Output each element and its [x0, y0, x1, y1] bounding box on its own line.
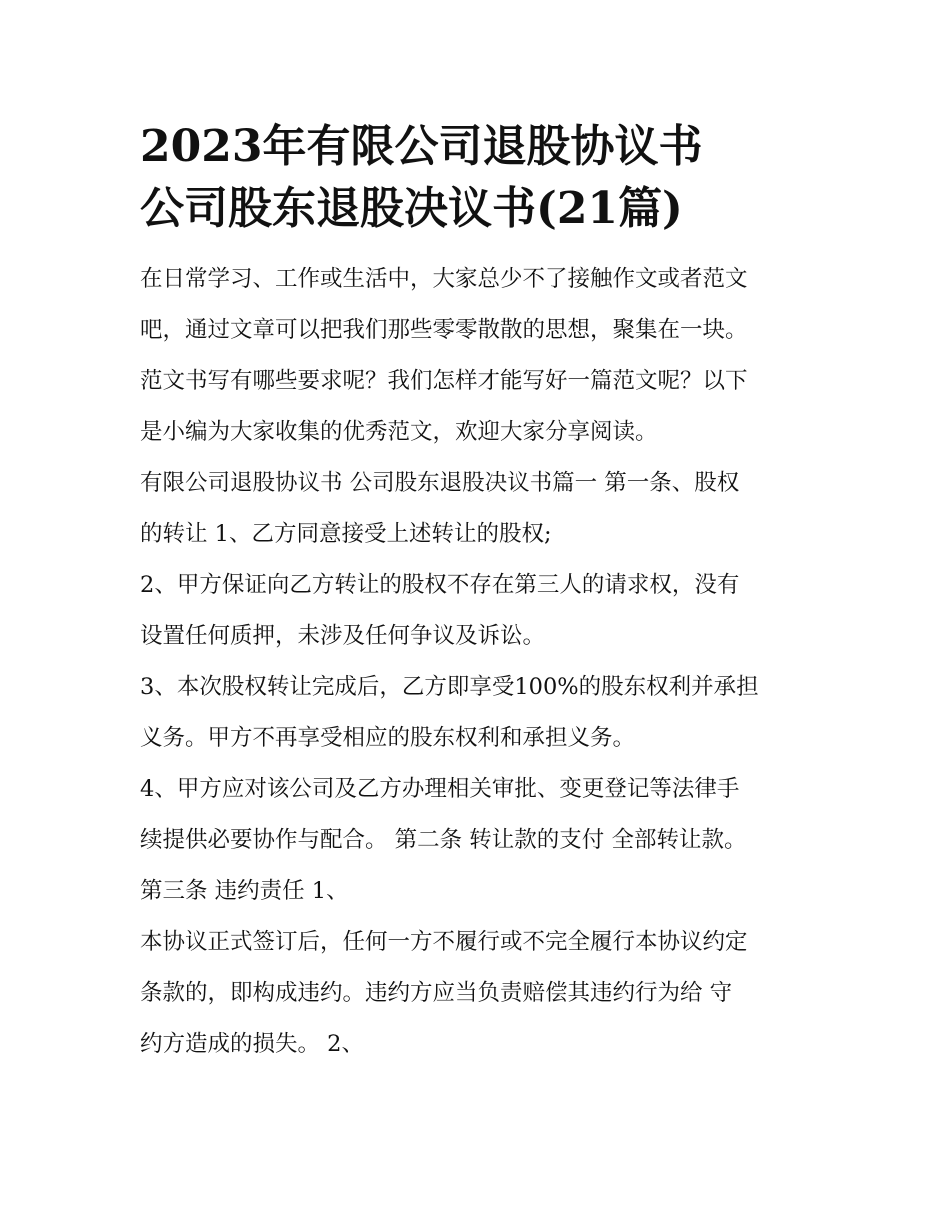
paragraph-line: 吧，通过文章可以把我们那些零零散散的思想，聚集在一块。 — [140, 317, 748, 343]
title-line-2 — [140, 178, 820, 240]
paragraph-line: 本协议正式签订后，任何一方不履行或不完全履行本协议约定 — [140, 929, 748, 955]
paragraph-line: 条款的，即构成违约。违约方应当负责赔偿其违约行为给 守 — [140, 980, 733, 1006]
title-line-1 — [140, 116, 820, 178]
paragraph-line: 范文书写有哪些要求呢？我们怎样才能写好一篇范文呢？以下 — [140, 368, 748, 394]
paragraph-line: 续提供必要协作与配合。 第二条 转让款的支付 全部转让款。 — [140, 827, 747, 853]
paragraph-line: 有限公司退股协议书 公司股东退股决议书篇一 第一条、股权 — [140, 470, 740, 496]
paragraph-line: 第三条 违约责任 1、 — [140, 878, 349, 904]
document-page — [140, 116, 820, 1070]
title-line-1-text: 年有限公司退股协议书 — [262, 121, 703, 172]
paragraph-line: 设置任何质押，未涉及任何争议及诉讼。 — [140, 623, 546, 649]
paragraph-line: 2、甲方保证向乙方转让的股权不存在第三人的请求权，没有 — [140, 572, 740, 598]
paragraph-line: 在日常学习、工作或生活中，大家总少不了接触作文或者范文 — [140, 266, 748, 292]
title-line-2-tail: 篇) — [618, 183, 683, 234]
paragraph-breach — [140, 917, 820, 1070]
paragraph-clause-4 — [140, 764, 820, 917]
title-count: (21 — [536, 183, 619, 234]
paragraph-line: 约方造成的损失。 2、 — [140, 1031, 364, 1057]
paragraph-line: 是小编为大家收集的优秀范文，欢迎大家分享阅读。 — [140, 419, 658, 445]
paragraph-line: 义务。甲方不再享受相应的股东权利和承担义务。 — [140, 725, 636, 751]
paragraph-line: 3、本次股权转让完成后，乙方即享受100%的股东权利并承担 — [140, 674, 759, 700]
paragraph-intro — [140, 254, 820, 458]
document-title — [140, 116, 820, 240]
paragraph-clause-3 — [140, 662, 820, 764]
title-year: 2023 — [140, 121, 263, 172]
paragraph-clause-2 — [140, 560, 820, 662]
paragraph-line: 4、甲方应对该公司及乙方办理相关审批、变更登记等法律手 — [140, 776, 740, 802]
paragraph-article-1 — [140, 458, 820, 560]
paragraph-line: 的转让 1、乙方同意接受上述转让的股权; — [140, 521, 552, 547]
title-line-2-text: 公司股东退股决议书 — [140, 183, 536, 234]
